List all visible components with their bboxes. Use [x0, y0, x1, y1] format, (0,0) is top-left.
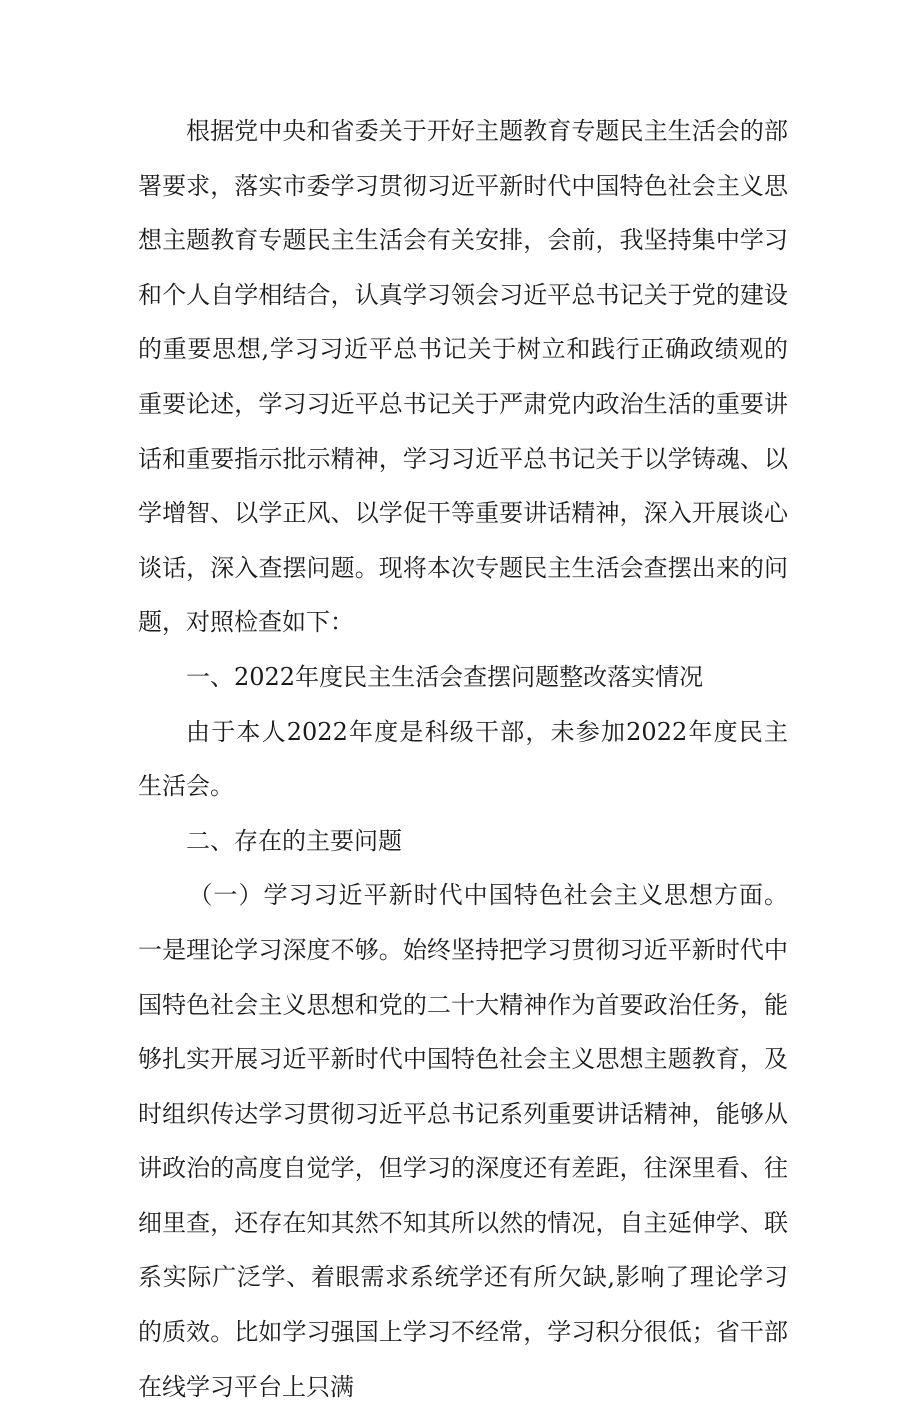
- document-body: [138, 104, 788, 1414]
- subsection-1-paragraph: （一）学习习近平新时代中国特色社会主义思想方面。一是理论学习深度不够。始终坚持把学习贯彻习近平新时代中国特色社会主义思想和党的二十大精神作为首要政治任务，能够扎实开展习近平新时代中国特色社会主义思想主题教育，及时组织传达学习贯彻习近平总书记系列重要讲话精神，能够从讲政治的高度自觉学，但学习的深度还有差距，往深里看、往细里查，还存在知其然不知其所以然的情况，自主延伸学、联系实际广泛学、着眼需求系统学还有所欠缺,影响了理论学习的质效。比如学习强国上学习不经常，学习积分很低；省干部在线学习平台上只满: [138, 881, 788, 1401]
- intro-paragraph: 根据党中央和省委关于开好主题教育专题民主生活会的部署要求，落实市委学习贯彻习近平新时代中国特色社会主义思想主题教育专题民主生活会有关安排，会前，我坚持集中学习和个人自学相结合，认真学习领会习近平总书记关于党的建设的重要思想,学习习近平总书记关于树立和践行正确政绩观的重要论述，学习习近平总书记关于严肃党内政治生活的重要讲话和重要指示批示精神，学习习近平总书记关于以学铸魂、以学增智、以学正风、以学促干等重要讲话精神，深入开展谈心谈话，深入查摆问题。现将本次专题民主生活会查摆出来的问题，对照检查如下：: [138, 117, 788, 637]
- section-heading-1: 一、2022年度民主生活会查摆问题整改落实情况: [186, 662, 704, 691]
- section-1-paragraph: 由于本人2022年度是科级干部，未参加2022年度民主生活会。: [138, 717, 788, 801]
- section-heading-2: 二、存在的主要问题: [186, 826, 402, 855]
